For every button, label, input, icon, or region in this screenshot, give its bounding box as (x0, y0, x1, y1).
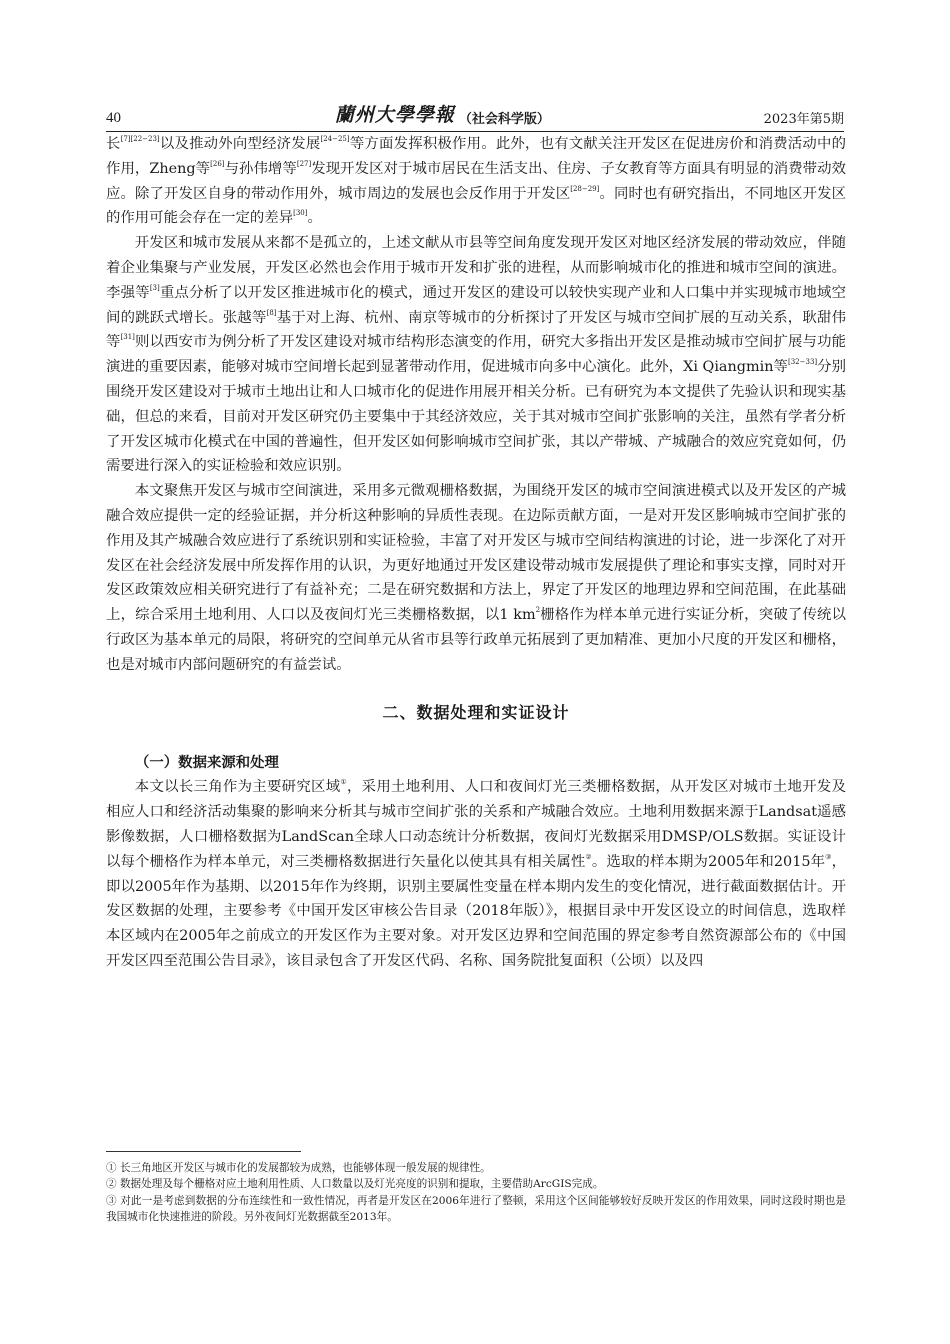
journal-subtitle: （社会科学版） (458, 112, 550, 127)
footnote-1: ① 长三角地区开发区与城市化的发展都较为成熟，也能够体现一般发展的规律性。 (106, 1162, 491, 1174)
journal-title (335, 100, 550, 127)
issue-label: 2023年第5期 (763, 112, 844, 127)
footnote-2: ② 数据处理及每个栅格对应土地利用性质、人口数量以及灯光亮度的识别和提取，主要借助ArcGIS完成。 (106, 1178, 604, 1191)
page-number: 40 (106, 110, 121, 126)
paragraph-4: 本文以长三角作为主要研究区域①，采用土地利用、人口和夜间灯光三类栅格数据，从开发区对城市土地开发及相应人口和经济活动集聚的影响来分析其与城市空间扩张的关系和产城融合效应。土地利用数据来源于Landsat遥感影像数据，人口栅格数据为LandScan全球人口动态统计分析数据，夜间灯光数据采用DMSP/OLS数据。实证设计以每个栅格作为样本单元，对三类栅格数据进行矢量化以使其具有相关属性②。选取的样本期为2005年和2015年③，即以2005年作为基期、以2015年作为终期，识别主要属性变量在样本期内发生的变化情况，进行截面数据估计。开发区数据的处理，主要参考《中国开发区审核公告目录（2018年版）》，根据目录中开发区设立的时间信息，选取样本区域内在2005年之前成立的开发区作为主要对象。对开发区边界和空间范围的界定参考自然资源部公布的《中国开发区四至范围公告目录》，该目录包含了开发区代码、名称、国务院批复面积（公顷）以及四 (106, 778, 846, 969)
footnote-divider (106, 1151, 301, 1152)
paragraph-2: 开发区和城市发展从来都不是孤立的，上述文献从市县等空间角度发现开发区对地区经济发展的带动效应，伴随着企业集聚与产业发展，开发区必然也会作用于城市开发和扩张的进程，从而影响城市化的推进和城市空间的演进。李强等[3]重点分析了以开发区推进城市化的模式，通过开发区的建设可以较快实现产业和人口集中并实现城市地域空间的跳跃式增长。张越等[8]基于对上海、杭州、南京等城市的分析探讨了开发区与城市空间扩展的互动关系，耿甜伟等[31]则以西安市为例分析了开发区建设对城市结构形态演变的作用，研究大多指出开发区是推动城市空间扩展与功能演进的重要因素，能够对城市空间增长起到显著带动作用，促进城市向多中心演化。此外，Xi Qiangmin等[32−33]分别围绕开发区建设对于城市土地出让和人口城市化的促进作用展开相关分析。已有研究为本文提供了先验认识和现实基础，但总的来看，目前对开发区研究仍主要集中于其经济效应，关于其对城市空间扩张影响的关注，虽然有学者分析了开发区城市化模式在中国的普遍性，但开发区如何影响城市空间扩张，其以产带城、产城融合的效应究竟如何，仍需要进行深入的实证检验和效应识别。 (106, 235, 846, 475)
paragraph-3: 本文聚焦开发区与城市空间演进，采用多元微观栅格数据，为围绕开发区的城市空间演进模式以及开发区的产城融合效应提供一定的经验证据，并分析这种影响的异质性表现。在边际贡献方面，一是对开发区影响城市空间扩张的作用及其产城融合效应进行了系统识别和实证检验，丰富了对开发区与城市空间结构演进的讨论，进一步深化了对开发区在社会经济发展中所发挥作用的认识，为更好地通过开发区建设带动城市发展提供了理论和事实支撑，同时对开发区政策效应相关研究进行了有益补充；二是在研究数据和方法上，界定了开发区的地理边界和空间范围，在此基础上，综合采用土地利用、人口以及夜间灯光三类栅格数据，以1 $km^2$栅格作为样本单元进行实证分析，突破了传统以行政区为基本单元的局限，将研究的空间单元从省市县等行政单元拓展到了更加精准、更加小尺度的开发区和栅格，也是对城市内部问题研究的有益尝试。 (106, 483, 846, 673)
article-body (106, 132, 846, 974)
footnotes (106, 1151, 846, 1226)
subsection-heading: （一）数据来源和处理 (135, 753, 279, 771)
running-header (106, 101, 844, 132)
paragraph-1: 长[7][22−23]以及推动外向型经济发展[24−25]等方面发挥积极作用。此外，也有文献关注开发区在促进房价和消费活动中的作用，Zheng等[26]与孙伟增等[27]发现开发区对于城市居民在生活支出、住房、子女教育等方面具有明显的消费带动效应。除了开发区自身的带动作用外，城市周边的发展也会反作用于开发区[28−29]。同时也有研究指出，不同地区开发区的作用可能会存在一定的差异[30]。 (106, 135, 846, 227)
footnote-3: ③ 对此一是考虑到数据的分布连续性和一致性情况，再者是开发区在2006年进行了整顿，采用这个区间能够较好反映开发区的作用效果，同时这段时期也是我国城市化快速推进的阶段。另外夜间灯光数据截至2013年。 (106, 1194, 846, 1224)
journal-name-logo: 蘭州大學學報 (334, 104, 455, 126)
section-heading: 二、数据处理和实证设计 (382, 702, 570, 722)
